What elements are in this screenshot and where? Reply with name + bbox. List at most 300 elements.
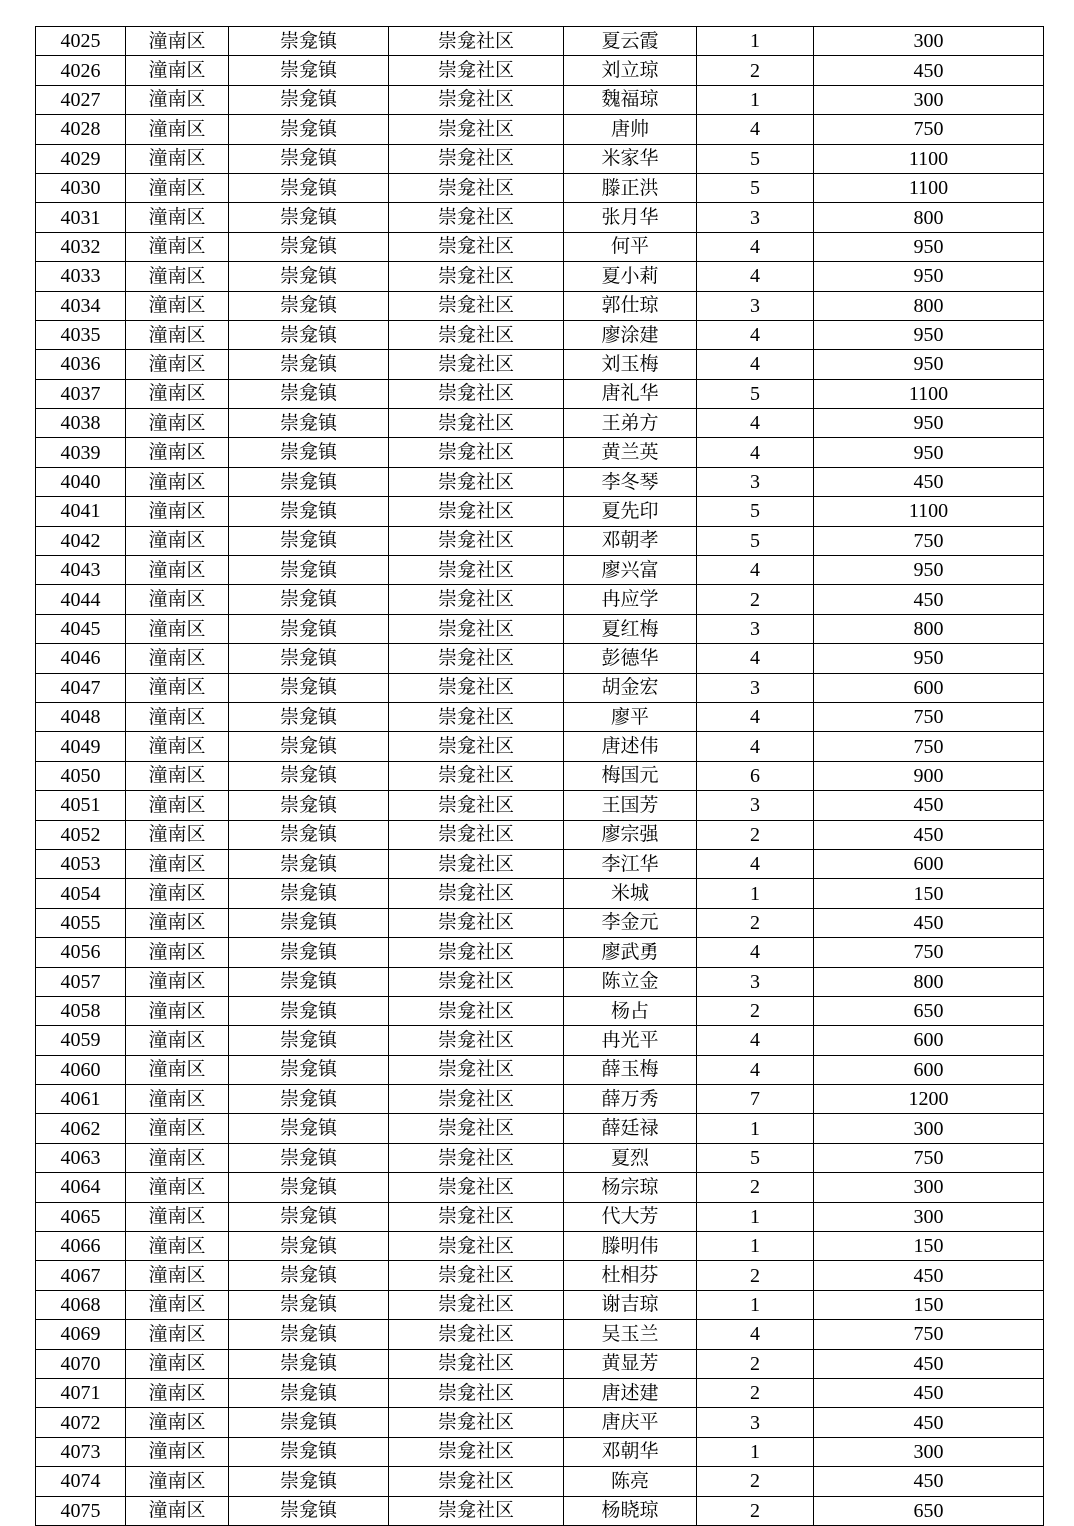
serial-number-cell: 4031 [36,203,126,232]
table-row [36,1085,1044,1114]
table-row [36,1378,1044,1407]
district-cell: 潼南区 [126,291,229,320]
name-cell: 廖平 [564,702,697,731]
amount-cell: 1100 [814,379,1044,408]
town-cell: 崇龛镇 [229,644,389,673]
district-cell: 潼南区 [126,761,229,790]
household-size-cell: 2 [697,56,814,85]
serial-number-cell: 4027 [36,85,126,114]
community-cell: 崇龛社区 [389,379,564,408]
table-row [36,791,1044,820]
town-cell: 崇龛镇 [229,996,389,1025]
name-cell: 唐礼华 [564,379,697,408]
table-row [36,1290,1044,1319]
table-row [36,438,1044,467]
household-size-cell: 7 [697,1085,814,1114]
table-row [36,262,1044,291]
district-cell: 潼南区 [126,1408,229,1437]
serial-number-cell: 4061 [36,1085,126,1114]
household-size-cell: 4 [697,438,814,467]
town-cell: 崇龛镇 [229,1378,389,1407]
household-size-cell: 4 [697,556,814,585]
table-row [36,291,1044,320]
table-row [36,203,1044,232]
table-row [36,761,1044,790]
name-cell: 廖涂建 [564,320,697,349]
amount-cell: 450 [814,1261,1044,1290]
district-cell: 潼南区 [126,379,229,408]
district-cell: 潼南区 [126,467,229,496]
table-row [36,1320,1044,1349]
household-size-cell: 5 [697,1143,814,1172]
serial-number-cell: 4038 [36,409,126,438]
amount-cell: 950 [814,438,1044,467]
amount-cell: 1100 [814,497,1044,526]
amount-cell: 450 [814,1408,1044,1437]
name-cell: 滕明伟 [564,1232,697,1261]
serial-number-cell: 4039 [36,438,126,467]
table-row [36,1202,1044,1231]
serial-number-cell: 4032 [36,232,126,261]
table-row [36,27,1044,56]
town-cell: 崇龛镇 [229,1349,389,1378]
household-size-cell: 2 [697,820,814,849]
serial-number-cell: 4071 [36,1378,126,1407]
community-cell: 崇龛社区 [389,996,564,1025]
table-row [36,820,1044,849]
household-size-cell: 4 [697,1055,814,1084]
district-cell: 潼南区 [126,556,229,585]
town-cell: 崇龛镇 [229,1232,389,1261]
name-cell: 谢吉琼 [564,1290,697,1319]
table-row [36,1496,1044,1525]
town-cell: 崇龛镇 [229,1320,389,1349]
household-size-cell: 2 [697,1496,814,1525]
serial-number-cell: 4055 [36,908,126,937]
community-cell: 崇龛社区 [389,820,564,849]
district-cell: 潼南区 [126,144,229,173]
serial-number-cell: 4047 [36,673,126,702]
district-cell: 潼南区 [126,1202,229,1231]
amount-cell: 600 [814,1055,1044,1084]
amount-cell: 150 [814,879,1044,908]
name-cell: 陈立金 [564,967,697,996]
town-cell: 崇龛镇 [229,115,389,144]
table-row [36,614,1044,643]
serial-number-cell: 4049 [36,732,126,761]
household-size-cell: 4 [697,232,814,261]
serial-number-cell: 4051 [36,791,126,820]
town-cell: 崇龛镇 [229,1467,389,1496]
amount-cell: 750 [814,526,1044,555]
name-cell: 黄兰英 [564,438,697,467]
table-row [36,908,1044,937]
district-cell: 潼南区 [126,1437,229,1466]
community-cell: 崇龛社区 [389,173,564,202]
name-cell: 唐述建 [564,1378,697,1407]
name-cell: 杨晓琼 [564,1496,697,1525]
community-cell: 崇龛社区 [389,1026,564,1055]
table-row [36,673,1044,702]
district-cell: 潼南区 [126,1261,229,1290]
household-size-cell: 5 [697,144,814,173]
community-cell: 崇龛社区 [389,262,564,291]
amount-cell: 950 [814,409,1044,438]
town-cell: 崇龛镇 [229,791,389,820]
town-cell: 崇龛镇 [229,1055,389,1084]
town-cell: 崇龛镇 [229,1261,389,1290]
table-row [36,1261,1044,1290]
household-size-cell: 4 [697,350,814,379]
community-cell: 崇龛社区 [389,585,564,614]
town-cell: 崇龛镇 [229,85,389,114]
town-cell: 崇龛镇 [229,614,389,643]
town-cell: 崇龛镇 [229,379,389,408]
community-cell: 崇龛社区 [389,56,564,85]
amount-cell: 450 [814,908,1044,937]
community-cell: 崇龛社区 [389,350,564,379]
name-cell: 廖武勇 [564,938,697,967]
community-cell: 崇龛社区 [389,1437,564,1466]
table-row [36,967,1044,996]
community-cell: 崇龛社区 [389,467,564,496]
town-cell: 崇龛镇 [229,849,389,878]
table-row [36,232,1044,261]
household-size-cell: 2 [697,1378,814,1407]
serial-number-cell: 4033 [36,262,126,291]
amount-cell: 450 [814,1349,1044,1378]
amount-cell: 950 [814,350,1044,379]
community-cell: 崇龛社区 [389,115,564,144]
amount-cell: 750 [814,1320,1044,1349]
town-cell: 崇龛镇 [229,262,389,291]
name-cell: 夏红梅 [564,614,697,643]
name-cell: 杨宗琼 [564,1173,697,1202]
amount-cell: 300 [814,27,1044,56]
district-cell: 潼南区 [126,526,229,555]
amount-cell: 600 [814,849,1044,878]
amount-cell: 750 [814,115,1044,144]
community-cell: 崇龛社区 [389,702,564,731]
serial-number-cell: 4053 [36,849,126,878]
name-cell: 何平 [564,232,697,261]
district-cell: 潼南区 [126,938,229,967]
name-cell: 杜相芬 [564,1261,697,1290]
amount-cell: 300 [814,1437,1044,1466]
district-cell: 潼南区 [126,908,229,937]
household-size-cell: 3 [697,967,814,996]
town-cell: 崇龛镇 [229,203,389,232]
amount-cell: 450 [814,585,1044,614]
district-cell: 潼南区 [126,996,229,1025]
town-cell: 崇龛镇 [229,732,389,761]
household-size-cell: 4 [697,702,814,731]
town-cell: 崇龛镇 [229,438,389,467]
town-cell: 崇龛镇 [229,1114,389,1143]
table-row [36,409,1044,438]
data-table [35,26,1044,1526]
amount-cell: 450 [814,820,1044,849]
name-cell: 李金元 [564,908,697,937]
household-size-cell: 1 [697,1232,814,1261]
district-cell: 潼南区 [126,791,229,820]
household-size-cell: 4 [697,1026,814,1055]
town-cell: 崇龛镇 [229,908,389,937]
name-cell: 梅国元 [564,761,697,790]
community-cell: 崇龛社区 [389,791,564,820]
serial-number-cell: 4074 [36,1467,126,1496]
district-cell: 潼南区 [126,409,229,438]
amount-cell: 900 [814,761,1044,790]
household-size-cell: 1 [697,27,814,56]
name-cell: 夏小莉 [564,262,697,291]
household-size-cell: 4 [697,849,814,878]
district-cell: 潼南区 [126,967,229,996]
town-cell: 崇龛镇 [229,556,389,585]
district-cell: 潼南区 [126,1496,229,1525]
serial-number-cell: 4072 [36,1408,126,1437]
town-cell: 崇龛镇 [229,879,389,908]
name-cell: 唐庆平 [564,1408,697,1437]
amount-cell: 750 [814,938,1044,967]
household-size-cell: 2 [697,908,814,937]
district-cell: 潼南区 [126,350,229,379]
serial-number-cell: 4044 [36,585,126,614]
name-cell: 米城 [564,879,697,908]
district-cell: 潼南区 [126,438,229,467]
table-row [36,467,1044,496]
table-row [36,849,1044,878]
amount-cell: 750 [814,1143,1044,1172]
table-row [36,1114,1044,1143]
serial-number-cell: 4063 [36,1143,126,1172]
community-cell: 崇龛社区 [389,144,564,173]
household-size-cell: 4 [697,115,814,144]
household-size-cell: 3 [697,614,814,643]
community-cell: 崇龛社区 [389,879,564,908]
serial-number-cell: 4052 [36,820,126,849]
table-row [36,556,1044,585]
table-row [36,1232,1044,1261]
community-cell: 崇龛社区 [389,497,564,526]
serial-number-cell: 4037 [36,379,126,408]
amount-cell: 450 [814,56,1044,85]
community-cell: 崇龛社区 [389,1085,564,1114]
amount-cell: 750 [814,732,1044,761]
district-cell: 潼南区 [126,1055,229,1084]
serial-number-cell: 4045 [36,614,126,643]
table-row [36,938,1044,967]
town-cell: 崇龛镇 [229,938,389,967]
community-cell: 崇龛社区 [389,1143,564,1172]
name-cell: 廖兴富 [564,556,697,585]
serial-number-cell: 4036 [36,350,126,379]
household-size-cell: 4 [697,320,814,349]
name-cell: 冉应学 [564,585,697,614]
amount-cell: 650 [814,1496,1044,1525]
serial-number-cell: 4050 [36,761,126,790]
table-row [36,1467,1044,1496]
town-cell: 崇龛镇 [229,409,389,438]
serial-number-cell: 4041 [36,497,126,526]
district-cell: 潼南区 [126,85,229,114]
district-cell: 潼南区 [126,1320,229,1349]
name-cell: 郭仕琼 [564,291,697,320]
town-cell: 崇龛镇 [229,820,389,849]
household-size-cell: 1 [697,1290,814,1319]
district-cell: 潼南区 [126,849,229,878]
amount-cell: 600 [814,673,1044,702]
amount-cell: 650 [814,996,1044,1025]
name-cell: 廖宗强 [564,820,697,849]
district-cell: 潼南区 [126,1085,229,1114]
name-cell: 吴玉兰 [564,1320,697,1349]
amount-cell: 450 [814,1378,1044,1407]
district-cell: 潼南区 [126,1378,229,1407]
serial-number-cell: 4046 [36,644,126,673]
household-size-cell: 3 [697,203,814,232]
name-cell: 薛廷禄 [564,1114,697,1143]
district-cell: 潼南区 [126,1290,229,1319]
table-row [36,1143,1044,1172]
town-cell: 崇龛镇 [229,320,389,349]
household-size-cell: 3 [697,791,814,820]
name-cell: 夏先印 [564,497,697,526]
name-cell: 黄显芳 [564,1349,697,1378]
amount-cell: 150 [814,1232,1044,1261]
district-cell: 潼南区 [126,203,229,232]
town-cell: 崇龛镇 [229,350,389,379]
district-cell: 潼南区 [126,820,229,849]
district-cell: 潼南区 [126,232,229,261]
town-cell: 崇龛镇 [229,497,389,526]
household-size-cell: 2 [697,585,814,614]
household-size-cell: 4 [697,262,814,291]
district-cell: 潼南区 [126,1143,229,1172]
community-cell: 崇龛社区 [389,409,564,438]
serial-number-cell: 4067 [36,1261,126,1290]
community-cell: 崇龛社区 [389,1349,564,1378]
community-cell: 崇龛社区 [389,673,564,702]
name-cell: 彭德华 [564,644,697,673]
serial-number-cell: 4056 [36,938,126,967]
name-cell: 薛玉梅 [564,1055,697,1084]
district-cell: 潼南区 [126,1173,229,1202]
serial-number-cell: 4066 [36,1232,126,1261]
town-cell: 崇龛镇 [229,1143,389,1172]
amount-cell: 950 [814,262,1044,291]
community-cell: 崇龛社区 [389,1378,564,1407]
household-size-cell: 5 [697,497,814,526]
household-size-cell: 2 [697,1261,814,1290]
community-cell: 崇龛社区 [389,732,564,761]
name-cell: 陈亮 [564,1467,697,1496]
household-size-cell: 1 [697,879,814,908]
district-cell: 潼南区 [126,585,229,614]
table-row [36,1026,1044,1055]
community-cell: 崇龛社区 [389,1232,564,1261]
serial-number-cell: 4040 [36,467,126,496]
district-cell: 潼南区 [126,614,229,643]
town-cell: 崇龛镇 [229,585,389,614]
community-cell: 崇龛社区 [389,1496,564,1525]
serial-number-cell: 4035 [36,320,126,349]
district-cell: 潼南区 [126,262,229,291]
table-row [36,732,1044,761]
town-cell: 崇龛镇 [229,27,389,56]
name-cell: 滕正洪 [564,173,697,202]
serial-number-cell: 4057 [36,967,126,996]
district-cell: 潼南区 [126,27,229,56]
district-cell: 潼南区 [126,1467,229,1496]
name-cell: 冉光平 [564,1026,697,1055]
community-cell: 崇龛社区 [389,1261,564,1290]
amount-cell: 800 [814,614,1044,643]
serial-number-cell: 4064 [36,1173,126,1202]
amount-cell: 750 [814,702,1044,731]
household-size-cell: 4 [697,1320,814,1349]
community-cell: 崇龛社区 [389,232,564,261]
district-cell: 潼南区 [126,320,229,349]
community-cell: 崇龛社区 [389,1114,564,1143]
table-row [36,173,1044,202]
serial-number-cell: 4048 [36,702,126,731]
amount-cell: 800 [814,203,1044,232]
name-cell: 邓朝华 [564,1437,697,1466]
community-cell: 崇龛社区 [389,1320,564,1349]
district-cell: 潼南区 [126,1232,229,1261]
name-cell: 刘玉梅 [564,350,697,379]
serial-number-cell: 4062 [36,1114,126,1143]
amount-cell: 150 [814,1290,1044,1319]
town-cell: 崇龛镇 [229,173,389,202]
district-cell: 潼南区 [126,497,229,526]
community-cell: 崇龛社区 [389,320,564,349]
name-cell: 唐帅 [564,115,697,144]
community-cell: 崇龛社区 [389,908,564,937]
district-cell: 潼南区 [126,644,229,673]
name-cell: 唐述伟 [564,732,697,761]
serial-number-cell: 4042 [36,526,126,555]
table-row [36,996,1044,1025]
town-cell: 崇龛镇 [229,1290,389,1319]
district-cell: 潼南区 [126,702,229,731]
district-cell: 潼南区 [126,1349,229,1378]
serial-number-cell: 4026 [36,56,126,85]
town-cell: 崇龛镇 [229,761,389,790]
district-cell: 潼南区 [126,173,229,202]
community-cell: 崇龛社区 [389,526,564,555]
amount-cell: 300 [814,1114,1044,1143]
community-cell: 崇龛社区 [389,614,564,643]
name-cell: 代大芳 [564,1202,697,1231]
name-cell: 李冬琴 [564,467,697,496]
serial-number-cell: 4068 [36,1290,126,1319]
community-cell: 崇龛社区 [389,27,564,56]
name-cell: 魏福琼 [564,85,697,114]
name-cell: 夏云霞 [564,27,697,56]
amount-cell: 950 [814,556,1044,585]
name-cell: 刘立琼 [564,56,697,85]
district-cell: 潼南区 [126,1026,229,1055]
town-cell: 崇龛镇 [229,702,389,731]
amount-cell: 450 [814,467,1044,496]
community-cell: 崇龛社区 [389,438,564,467]
amount-cell: 450 [814,1467,1044,1496]
household-size-cell: 3 [697,291,814,320]
serial-number-cell: 4030 [36,173,126,202]
serial-number-cell: 4034 [36,291,126,320]
